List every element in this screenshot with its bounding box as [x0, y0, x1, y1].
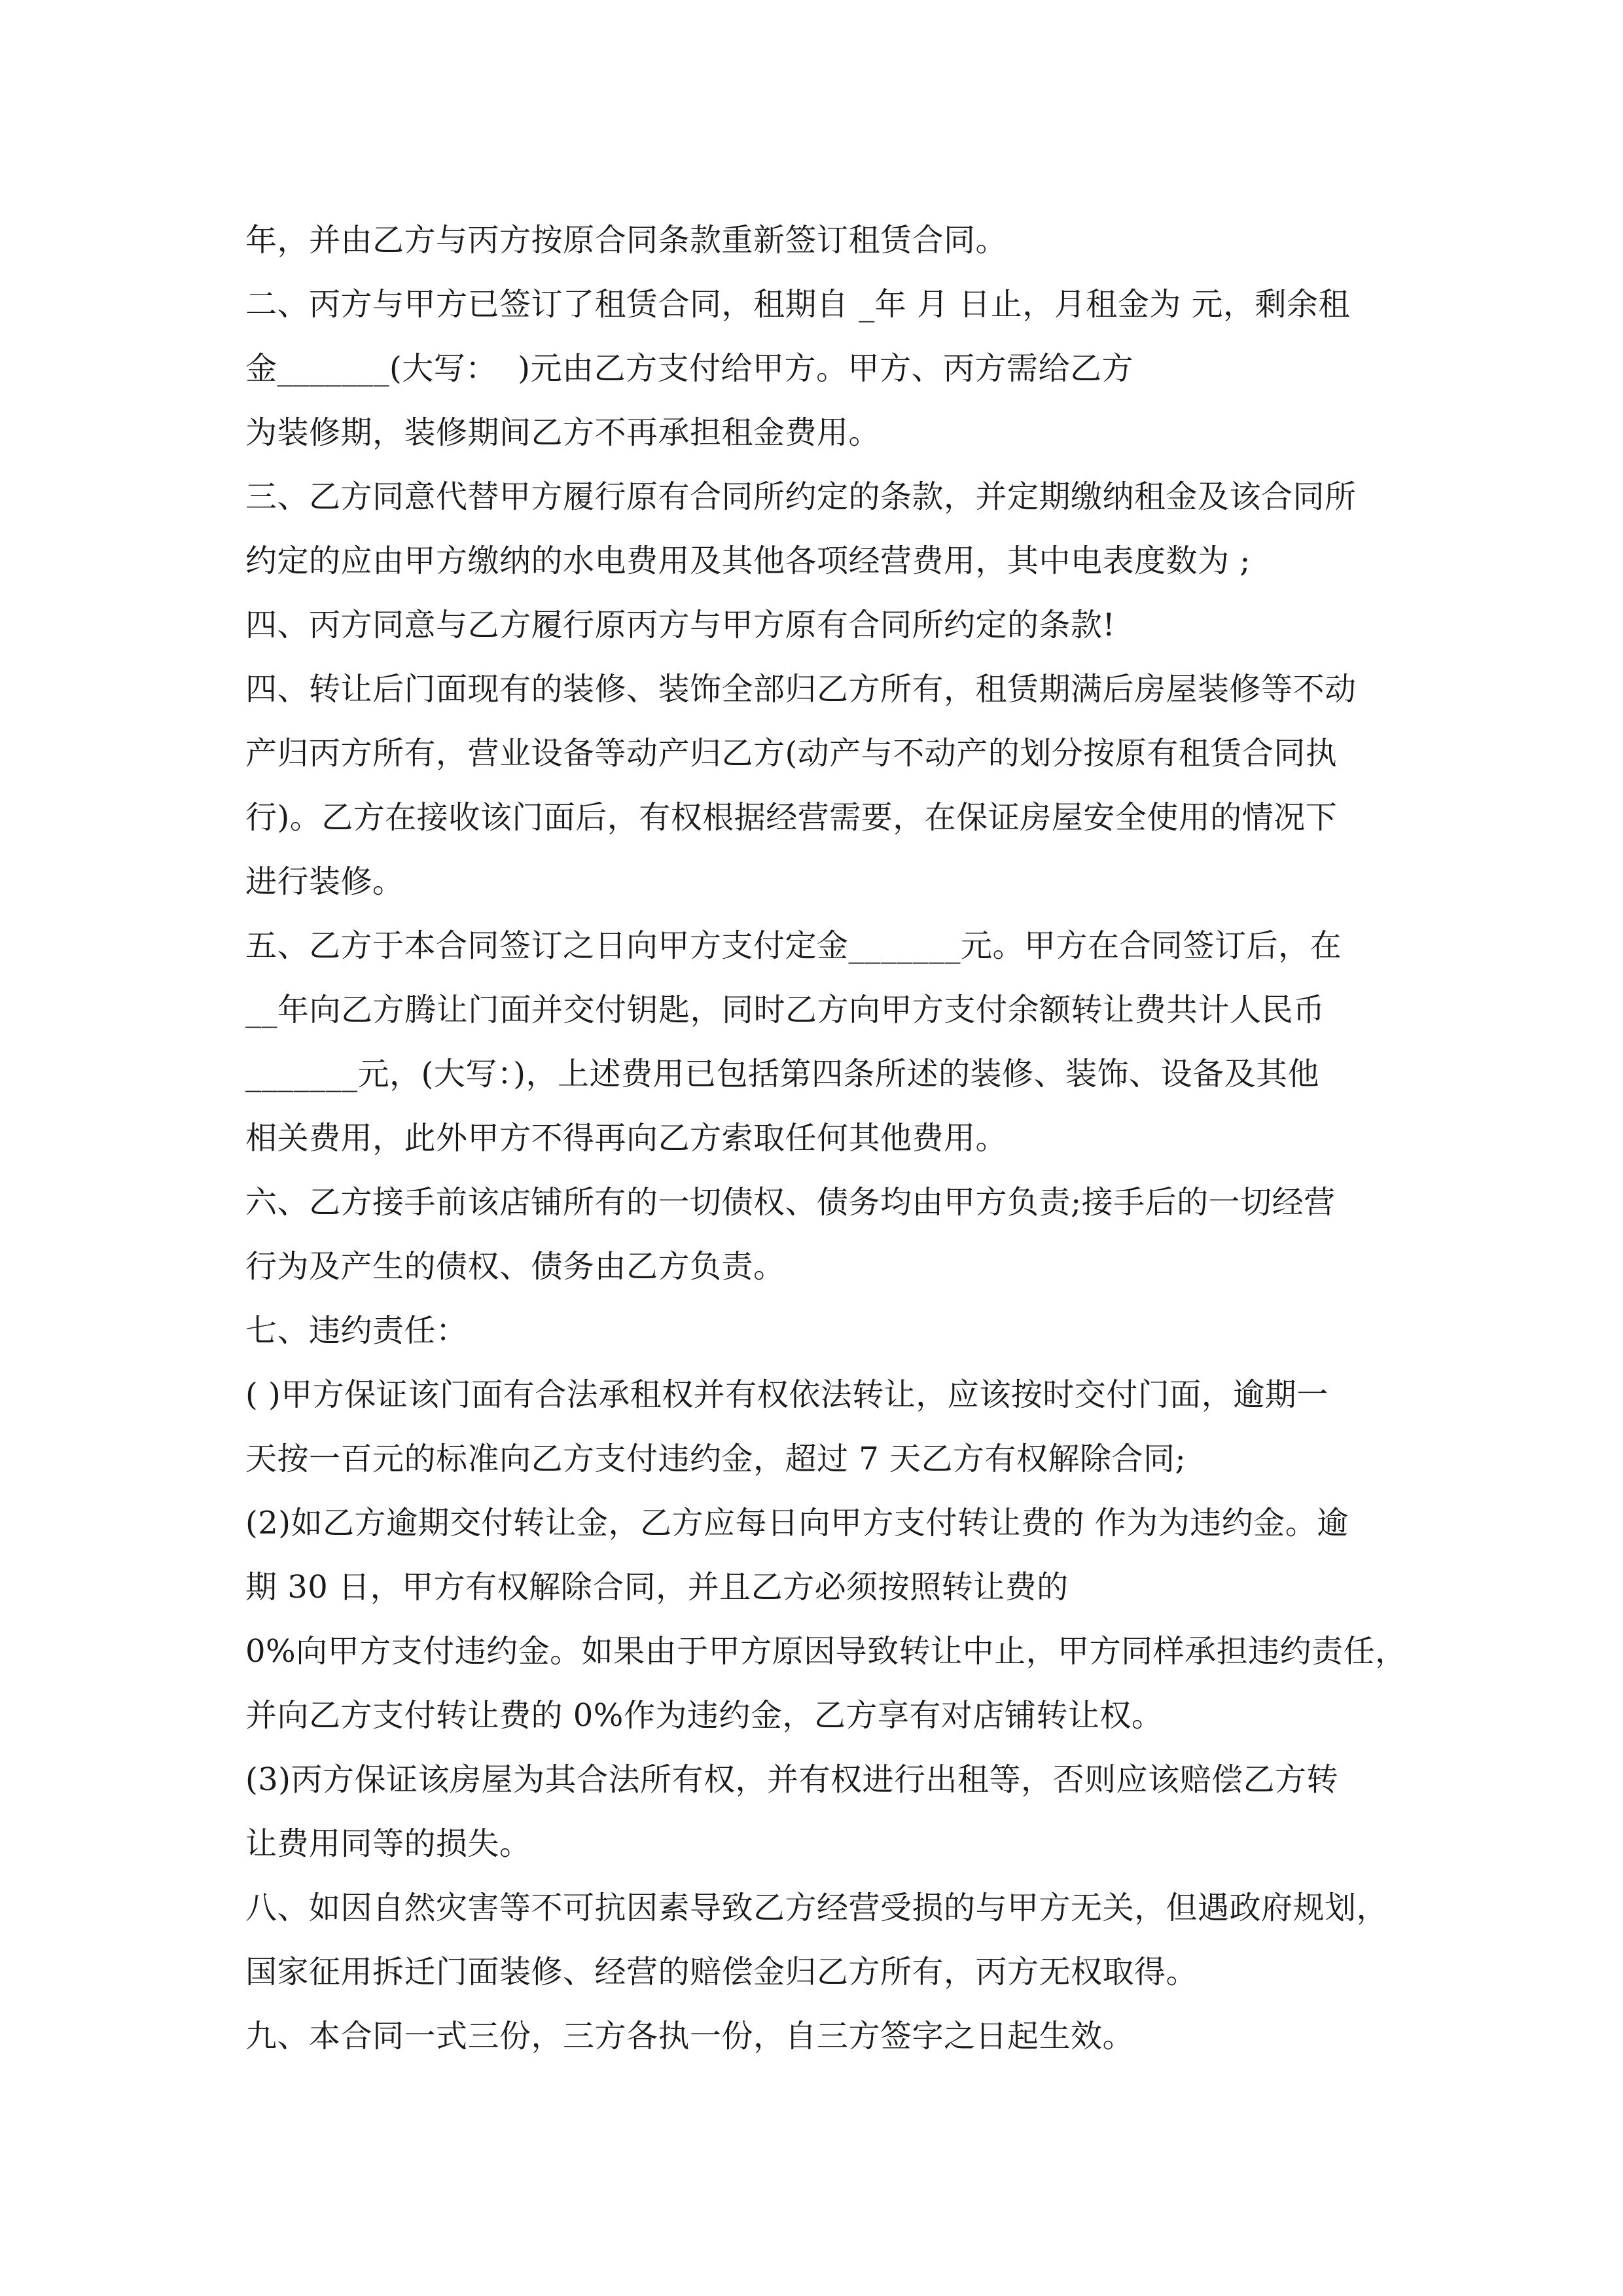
text-line-17: 行为及产生的债权、债务由乙方负责。 — [245, 1248, 785, 1285]
text-line-9: 产归丙方所有，营业设备等动产归乙方(动产与不动产的划分按原有租赁合同执 — [245, 735, 1338, 772]
text-line-7: 四、丙方同意与乙方履行原丙方与甲方原有合同所约定的条款! — [245, 607, 1116, 643]
contract-body — [245, 208, 1407, 2068]
text-line-24: 并向乙方支付转让费的 0%作为违约金，乙方享有对店铺转让权。 — [245, 1697, 1164, 1734]
text-line-22: 期 30 日，甲方有权解除合同，并且乙方必须按照转让费的 — [245, 1569, 1069, 1605]
text-line-25: (3)丙方保证该房屋为其合法所有权，并有权进行出租等，否则应该赔偿乙方转 — [245, 1761, 1338, 1798]
text-line-18: 七、违约责任： — [245, 1312, 468, 1349]
text-line-27: 八、如因自然灾害等不可抗因素导致乙方经营受损的与甲方无关，但遇政府规划， — [245, 1890, 1389, 1926]
text-line-11: 进行装修。 — [245, 863, 404, 900]
text-line-8: 四、转让后门面现有的装修、装饰全部归乙方所有，租赁期满后房屋装修等不动 — [245, 671, 1357, 708]
text-line-4: 为装修期，装修期间乙方不再承担租金费用。 — [245, 414, 881, 451]
text-line-1: 年，并由乙方与丙方按原合同条款重新签订租赁合同。 — [245, 222, 1008, 259]
text-line-16: 六、乙方接手前该店铺所有的一切债权、债务均由甲方负责;接手后的一切经营 — [245, 1184, 1336, 1221]
text-line-12: 五、乙方于本合同签订之日向甲方支付定金_______元。甲方在合同签订后，在 — [245, 927, 1342, 964]
text-line-6: 约定的应由甲方缴纳的水电费用及其他各项经营费用，其中电表度数为 ; — [245, 543, 1251, 579]
text-line-23: 0%向甲方支付违约金。如果由于甲方原因导致转让中止，甲方同样承担违约责任， — [245, 1633, 1407, 1670]
text-line-3: 金_______(大写： )元由乙方支付给甲方。甲方、丙方需给乙方 — [245, 350, 1133, 387]
text-line-19: ( )甲方保证该门面有合法承租权并有权依法转让，应该按时交付门面，逾期一 — [245, 1376, 1329, 1413]
text-line-2: 二、丙方与甲方已签订了租赁合同，租期自 _年 月 日止，月租金为 元，剩余租 — [245, 286, 1351, 323]
text-line-29: 九、本合同一式三份，三方各执一份，自三方签字之日起生效。 — [245, 2018, 1135, 2054]
text-line-13: __年向乙方腾让门面并交付钥匙，同时乙方向甲方支付余额转让费共计人民币 — [245, 992, 1325, 1028]
text-line-28: 国家征用拆迁门面装修、经营的赔偿金归乙方所有，丙方无权取得。 — [245, 1954, 1198, 1990]
text-line-10: 行)。乙方在接收该门面后，有权根据经营需要，在保证房屋安全使用的情况下 — [245, 799, 1338, 836]
text-line-21: (2)如乙方逾期交付转让金，乙方应每日向甲方支付转让费的 作为为违约金。逾 — [245, 1505, 1349, 1541]
text-line-5: 三、乙方同意代替甲方履行原有合同所约定的条款，并定期缴纳租金及该合同所 — [245, 478, 1357, 515]
text-line-15: 相关费用，此外甲方不得再向乙方索取任何其他费用。 — [245, 1120, 1008, 1157]
text-line-20: 天按一百元的标准向乙方支付违约金，超过 7 天乙方有权解除合同; — [245, 1441, 1186, 1477]
text-line-14: _______元，(大写：)，上述费用已包括第四条所述的装修、装饰、设备及其他 — [245, 1056, 1319, 1092]
text-line-26: 让费用同等的损失。 — [245, 1825, 531, 1862]
